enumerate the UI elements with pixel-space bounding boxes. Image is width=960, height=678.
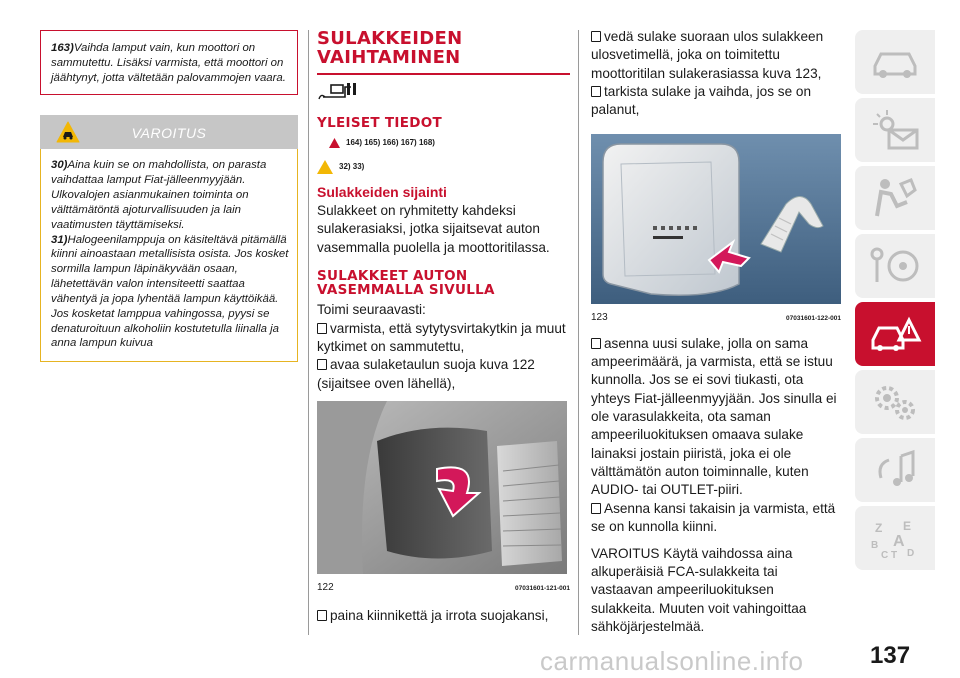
section-text: Sulakkeet on ryhmitetty kahdeksi sulakerasiaksi, jotka sijaitsevat auton vasemmalla puolella ja moottoritilassa.: [317, 202, 550, 255]
checkbox-bullet-icon: [591, 338, 601, 349]
note-ref: 163): [51, 42, 74, 54]
list-item: [317, 607, 570, 625]
right-column: [591, 28, 841, 636]
tab-index[interactable]: [855, 506, 935, 570]
figure-caption: [317, 582, 570, 593]
list-item: [591, 335, 841, 500]
figure-code: 07031601-122-001: [786, 314, 841, 322]
closing-warning-text: VAROITUS Käytä vaihdossa aina alkuperäisiä FCA-sulakkeita tai vastaavan ampeeriluokituksen sulakkeita. Muuten voit vahingoittaa sähköjärjestelmää.: [591, 545, 807, 634]
warning-box: [40, 149, 298, 362]
tab-emergency[interactable]: [855, 302, 935, 366]
section-title: [317, 30, 570, 75]
section-title-line: VAIHTAMINEN: [317, 46, 461, 68]
subsection-title: [317, 269, 570, 297]
fuse-icon: [317, 81, 359, 103]
fuse-panel-cover-photo: [317, 401, 567, 574]
maintenance-gears-icon: [867, 380, 923, 424]
subsection-title: YLEISET TIEDOT: [317, 114, 443, 131]
list-item-text: avaa sulaketaulun suoja kuva 122 (sijaitsee oven lähellä),: [317, 357, 535, 391]
tab-multimedia[interactable]: [855, 438, 935, 502]
svg-text:A: A: [893, 533, 905, 550]
list-item-text: tarkista sulake ja vaihda, jos se on palanut,: [591, 84, 812, 118]
svg-text:B: B: [871, 540, 879, 551]
warning-triangle-icon: [329, 138, 340, 148]
list-item-text: vedä sulake suoraan ulos sulakkeen ulosvetimellä, joka on toimitettu moottoritilan sulakerasiassa kuva 123,: [591, 29, 824, 81]
subsection-title-line: VASEMMALLA SIVULLA: [317, 282, 495, 299]
list-item-text: asenna uusi sulake, jolla on sama ampeerimäärä, ja varmista, että se istuu kunnolla. Jos se ei sovi tiukasti, ota yhteys Fiat-jälleenmyyjään. Jos sinulla ei ole varasulakkeita, ota saman ampeeriluokituksen omaava sulake lainaksi jostain piiristä, joka ei ole välttämätön auton toiminnalle, kuten AUDIO- tai OUTLET-piiri.: [591, 335, 837, 498]
car-overview-icon: [867, 40, 923, 84]
list-item: [591, 28, 841, 83]
figure-code: 07031601-121-001: [515, 585, 570, 593]
list-item-text: paina kiinnikettä ja irrota suojakansi,: [330, 608, 549, 624]
tab-dashboard-lights[interactable]: [855, 98, 935, 162]
list-item: [317, 356, 570, 393]
list-item-text: varmista, että sytytysvirtakytkin ja muut kytkimet on sammutettu,: [317, 320, 566, 355]
section-title-line: SULAKKEIDEN: [317, 28, 463, 49]
note-box: [40, 30, 298, 95]
subsection-title-line: SULAKKEET AUTON: [317, 267, 468, 284]
checkbox-bullet-icon: [317, 610, 327, 621]
page-number: 137: [870, 642, 911, 669]
checkbox-bullet-icon: [317, 323, 327, 334]
checkbox-bullet-icon: [591, 86, 601, 97]
tab-maintenance[interactable]: [855, 370, 935, 434]
figure-number: 122: [317, 582, 334, 594]
checkbox-bullet-icon: [591, 503, 601, 514]
warning-text: Aina kuin se on mahdollista, on parasta vaihdattaa lamput Fiat-jälleenmyyjään. Ulkovalojen asianmukainen toiminta on välttämätöntä ajoturvallisuuden ja lain vaatimusten täyttämiseksi.: [51, 159, 267, 231]
caution-triangle-icon: [317, 160, 333, 174]
figure-caption: [591, 312, 841, 323]
svg-text:D: D: [907, 548, 915, 559]
safety-airbag-icon: [867, 176, 923, 220]
warning-header: [40, 115, 298, 149]
dashboard-lights-icon: [867, 108, 923, 152]
svg-text:T: T: [891, 550, 898, 560]
list-item: [317, 320, 570, 357]
watermark: carmanualsonline.info: [540, 646, 804, 676]
intro-text: Toimi seuraavasti:: [317, 302, 426, 318]
list-item-text: Asenna kansi takaisin ja varmista, että se on kunnolla kiinni.: [591, 500, 836, 535]
figure-number: 123: [591, 311, 608, 323]
figure-122: [317, 401, 570, 593]
warning-refs: 164) 165) 166) 167) 168): [346, 138, 435, 148]
warning-item: [51, 233, 289, 352]
column-divider: [578, 30, 579, 635]
warning-item: [51, 158, 289, 232]
emergency-breakdown-icon: [867, 312, 923, 356]
column-divider: [308, 30, 309, 635]
svg-text:C: C: [881, 550, 889, 560]
figure-123: [591, 134, 841, 323]
tab-car-overview[interactable]: [855, 30, 935, 94]
warning-text: Halogeenilamppuja on käsiteltävä pitämällä kiinni ainoastaan metallisista osista. Jos kosket sormilla lampun läpinäkyvään osaan, lähetettävän valon intensiteetti saattaa vähentyä ja jopa lyhentää lampun käyttöikää. Jos kosketat lamppua vahingossa, pyysi se denaturoituun alkoholiin kostutetulla liinalla ja anna lampun kuivua: [51, 233, 289, 350]
warning-ref: 30): [51, 159, 68, 172]
list-item: [591, 83, 841, 120]
caution-refs: 32) 33): [339, 162, 365, 172]
warning-ref: 31): [51, 233, 68, 246]
warning-ref-line: [329, 138, 570, 148]
list-item: [591, 500, 841, 537]
section-heading: Sulakkeiden sijainti: [317, 183, 447, 200]
note-text: Vaihda lamput vain, kun moottori on sammutettu. Lisäksi varmista, että moottori on jäähtynyt, jotta vältetään palovammojen vaara.: [51, 42, 286, 84]
checkbox-bullet-icon: [591, 31, 601, 42]
warning-title: VAROITUS: [131, 125, 207, 142]
chapter-tabs: [855, 30, 935, 574]
tab-safety[interactable]: [855, 166, 935, 230]
middle-column: [317, 30, 570, 625]
svg-text:E: E: [903, 519, 912, 533]
svg-text:Z: Z: [875, 521, 883, 535]
caution-ref-line: [317, 160, 570, 174]
multimedia-music-icon: [867, 448, 923, 492]
fuse-puller-photo: [591, 134, 841, 304]
steering-wheel-key-icon: [867, 244, 923, 288]
left-column: [40, 30, 298, 362]
checkbox-bullet-icon: [317, 359, 327, 370]
tab-starting-driving[interactable]: [855, 234, 935, 298]
alphabetical-index-icon: [867, 516, 923, 560]
